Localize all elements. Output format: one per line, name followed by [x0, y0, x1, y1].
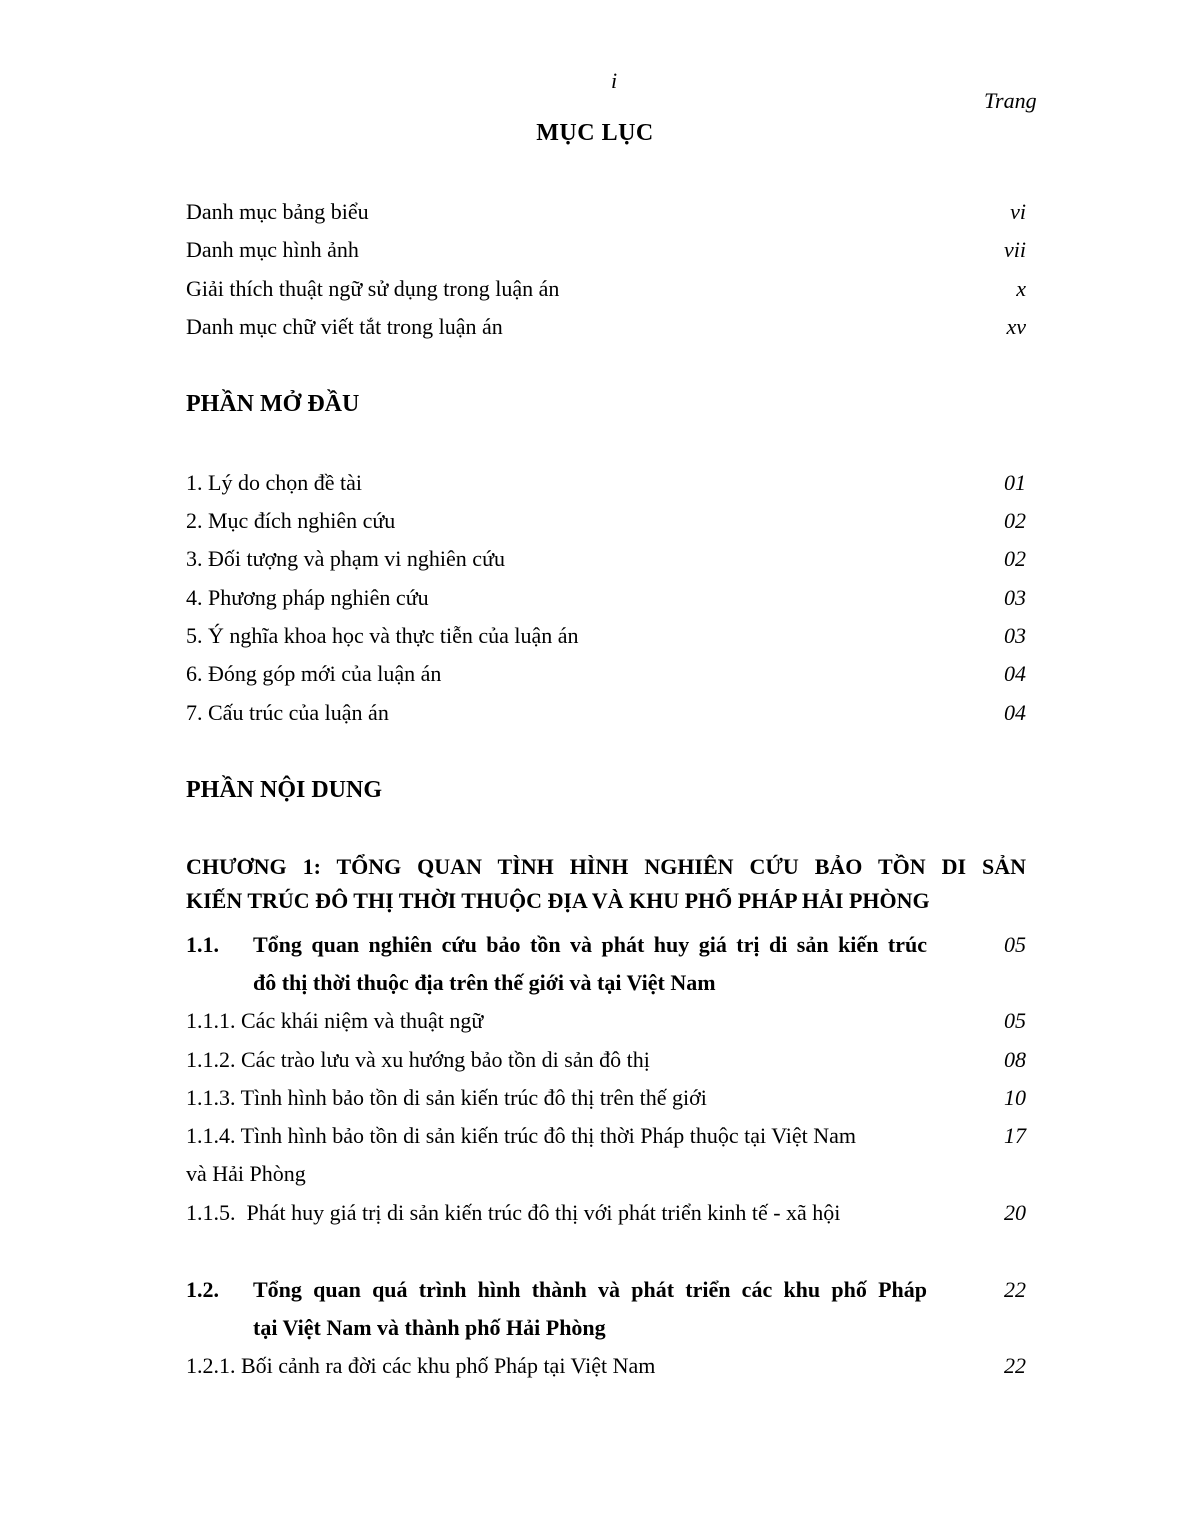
toc-entry-label: 1.1.2. Các trào lưu và xu hướng bảo tồn di sản đô thị [186, 1047, 650, 1072]
chapter-1-heading[interactable] [186, 854, 1026, 914]
section-1-1[interactable] [186, 932, 1026, 1002]
chapter-1-line2: KIẾN TRÚC ĐÔ THỊ THỜI THUỘC ĐỊA VÀ KHU PHỐ PHÁP HẢI PHÒNG [186, 888, 930, 913]
toc-entry-label-line2: và Hải Phòng [186, 1161, 306, 1186]
section-title-line1: Tổng quan nghiên cứu bảo tồn và phát huy giá trị di sản kiến trúc [253, 932, 927, 957]
toc-entry-label: 1.1.1. Các khái niệm và thuật ngữ [186, 1008, 484, 1033]
toc-entry-label: Giải thích thuật ngữ sử dụng trong luận án [186, 276, 560, 301]
toc-entry-label: 6. Đóng góp mới của luận án [186, 661, 442, 686]
toc-entry[interactable] [186, 700, 1026, 730]
toc-entry-label: Danh mục bảng biểu [186, 199, 369, 224]
toc-entry[interactable] [186, 1085, 1026, 1115]
section-page: 05 [1004, 932, 1026, 957]
toc-entry-label: 3. Đối tượng và phạm vi nghiên cứu [186, 546, 505, 571]
toc-entry[interactable] [186, 585, 1026, 615]
toc-entry[interactable] [186, 508, 1026, 538]
toc-entry-label-line1: 1.1.4. Tình hình bảo tồn di sản kiến trúc đô thị thời Pháp thuộc tại Việt Nam [186, 1123, 857, 1148]
toc-entry-label: 7. Cấu trúc của luận án [186, 700, 389, 725]
toc-entry-page: 22 [1004, 1353, 1026, 1378]
toc-entry[interactable] [186, 237, 1026, 267]
section-number: 1.1. [186, 932, 219, 957]
toc-entry[interactable] [186, 199, 1026, 229]
section-number: 1.2. [186, 1277, 219, 1302]
toc-entry-label: Danh mục chữ viết tắt trong luận án [186, 314, 503, 339]
toc-entry-label: 1.2.1. Bối cảnh ra đời các khu phố Pháp tại Việt Nam [186, 1353, 656, 1378]
toc-entry-page: 02 [1004, 508, 1026, 533]
intro-heading: PHẦN MỞ ĐẦU [186, 391, 360, 417]
toc-entry-label: 2. Mục đích nghiên cứu [186, 508, 396, 533]
section-page: 22 [1004, 1277, 1026, 1302]
toc-entry-page: x [1016, 276, 1026, 301]
toc-entry-page: 01 [1004, 470, 1026, 495]
toc-entry[interactable] [186, 546, 1026, 576]
chapter-1-line1: CHƯƠNG 1: TỔNG QUAN TÌNH HÌNH NGHIÊN CỨU BẢO TỒN DI SẢN [186, 854, 1026, 879]
toc-title: MỤC LỤC [536, 120, 654, 146]
toc-entry[interactable] [186, 661, 1026, 691]
page-number: i [611, 68, 618, 93]
toc-entry-page: xv [1006, 314, 1026, 339]
toc-entry-page: 05 [1004, 1008, 1026, 1033]
toc-entry-label: 5. Ý nghĩa khoa học và thực tiễn của luận án [186, 623, 579, 648]
toc-entry-page: 03 [1004, 585, 1026, 610]
toc-entry-label: 1.1.5. Phát huy giá trị di sản kiến trúc đô thị với phát triển kinh tế - xã hội [186, 1200, 841, 1225]
toc-entry-page: 17 [1004, 1123, 1026, 1148]
toc-entry[interactable] [186, 1047, 1026, 1077]
toc-entry[interactable] [186, 623, 1026, 653]
toc-entry[interactable] [186, 1353, 1026, 1383]
toc-entry-page: 10 [1004, 1085, 1026, 1110]
page-column-label: Trang [984, 88, 1037, 113]
toc-entry[interactable] [186, 276, 1026, 306]
toc-entry-label: 1.1.3. Tình hình bảo tồn di sản kiến trúc đô thị trên thế giới [186, 1085, 707, 1110]
toc-entry-page: 03 [1004, 623, 1026, 648]
toc-entry-page: vi [1010, 199, 1026, 224]
section-1-2[interactable] [186, 1277, 1026, 1347]
toc-entry-page: 04 [1004, 700, 1026, 725]
toc-entry[interactable] [186, 470, 1026, 500]
toc-entry-label: 1. Lý do chọn đề tài [186, 470, 362, 495]
toc-entry-label: 4. Phương pháp nghiên cứu [186, 585, 429, 610]
toc-entry-page: 04 [1004, 661, 1026, 686]
toc-entry[interactable] [186, 1008, 1026, 1038]
toc-entry[interactable] [186, 1200, 1026, 1230]
content-heading: PHẦN NỘI DUNG [186, 777, 382, 803]
toc-entry-1-1-4[interactable] [186, 1123, 1026, 1193]
toc-entry-page: 20 [1004, 1200, 1026, 1225]
toc-entry-label: Danh mục hình ảnh [186, 237, 359, 262]
section-title-line1: Tổng quan quá trình hình thành và phát triển các khu phố Pháp [253, 1277, 927, 1302]
section-title-line2: đô thị thời thuộc địa trên thế giới và tại Việt Nam [253, 970, 716, 995]
toc-entry-page: 08 [1004, 1047, 1026, 1072]
toc-entry-page: vii [1004, 237, 1026, 262]
toc-entry-page: 02 [1004, 546, 1026, 571]
section-title-line2: tại Việt Nam và thành phố Hải Phòng [253, 1315, 606, 1340]
toc-entry[interactable] [186, 314, 1026, 344]
